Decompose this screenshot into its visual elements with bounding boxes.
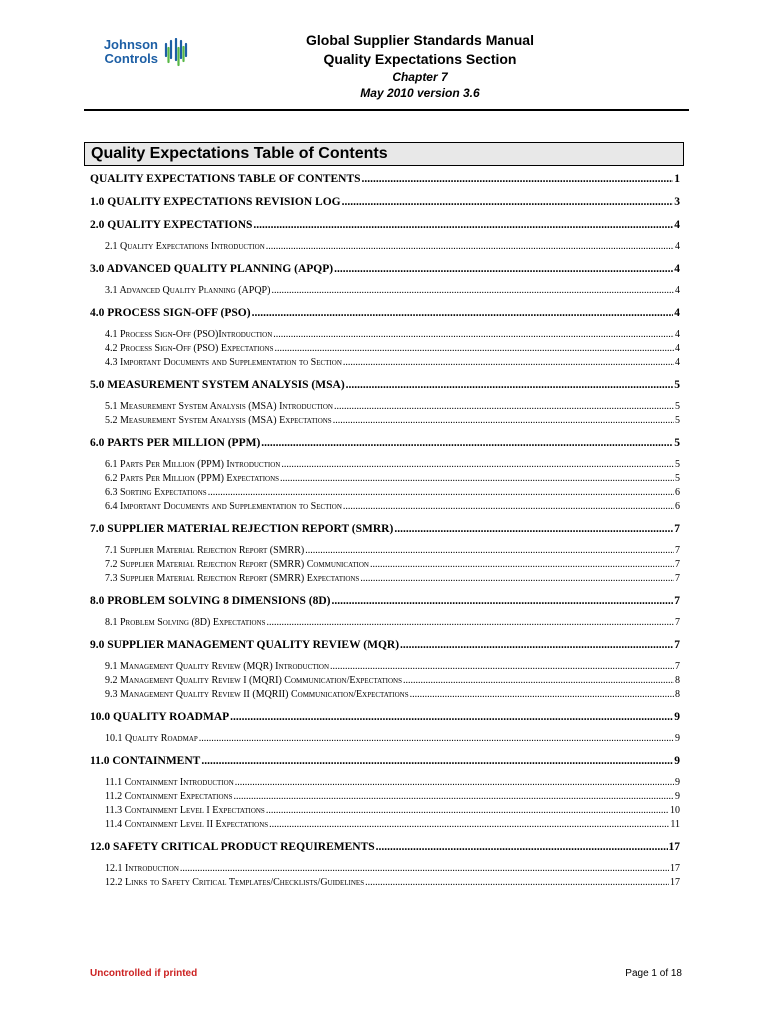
- toc-leader-dots: [269, 818, 669, 832]
- toc-page-number: 11: [670, 819, 680, 830]
- toc-entry-title: 7.2 Supplier Material Rejection Report (SMRR) Communication: [105, 559, 369, 570]
- toc-page-number: 9: [675, 733, 680, 744]
- toc-leader-dots: [266, 804, 669, 818]
- toc-heading: Quality Expectations Table of Contents: [84, 142, 684, 166]
- toc-leader-dots: [365, 876, 669, 890]
- toc-leader-dots: [343, 356, 674, 370]
- toc-page-number: 4: [675, 343, 680, 354]
- toc-page-number: 5: [675, 473, 680, 484]
- toc-entry-title: QUALITY EXPECTATIONS TABLE OF CONTENTS: [90, 173, 361, 185]
- page-number: Page 1 of 18: [625, 968, 682, 979]
- toc-leader-dots: [331, 590, 673, 613]
- toc-subsection-entry[interactable]: [90, 862, 680, 876]
- toc-page-number: 7: [675, 545, 680, 556]
- table-of-contents: [90, 168, 680, 894]
- toc-page-number: 8: [675, 675, 680, 686]
- johnson-controls-logo: [96, 38, 196, 80]
- toc-entry-title: 10.1 Quality Roadmap: [105, 733, 198, 744]
- header-divider: [84, 109, 689, 111]
- toc-subsection-entry[interactable]: [90, 414, 680, 428]
- toc-page-number: 9: [675, 777, 680, 788]
- toc-leader-dots: [362, 168, 674, 191]
- toc-leader-dots: [342, 191, 674, 214]
- toc-entry-title: 6.4 Important Documents and Supplementation to Section: [105, 501, 342, 512]
- toc-entry-title: 3.0 ADVANCED QUALITY PLANNING (APQP): [90, 263, 334, 275]
- toc-entry-title: 7.0 SUPPLIER MATERIAL REJECTION REPORT (SMRR): [90, 523, 394, 535]
- toc-subsection-entry[interactable]: [90, 328, 680, 342]
- toc-subsection-entry[interactable]: [90, 674, 680, 688]
- toc-section-entry[interactable]: [90, 706, 680, 729]
- toc-leader-dots: [271, 284, 674, 298]
- toc-section-entry[interactable]: [90, 191, 680, 214]
- toc-leader-dots: [253, 214, 673, 237]
- toc-entry-title: 2.0 QUALITY EXPECTATIONS: [90, 219, 253, 231]
- toc-entry-title: 12.1 Introduction: [105, 863, 179, 874]
- toc-subsection-entry[interactable]: [90, 876, 680, 890]
- toc-subsection-entry[interactable]: [90, 458, 680, 472]
- toc-leader-dots: [273, 328, 674, 342]
- toc-page-number: 3: [674, 196, 680, 208]
- toc-entry-title: 3.1 Advanced Quality Planning (APQP): [105, 285, 271, 296]
- toc-page-number: 5: [675, 459, 680, 470]
- toc-page-number: 4: [674, 307, 680, 319]
- toc-entry-title: 9.1 Management Quality Review (MQR) Introduction: [105, 661, 330, 672]
- toc-section-entry[interactable]: [90, 302, 680, 325]
- toc-subsection-entry[interactable]: [90, 486, 680, 500]
- toc-leader-dots: [234, 790, 674, 804]
- toc-leader-dots: [394, 518, 673, 541]
- toc-leader-dots: [360, 572, 674, 586]
- toc-page-number: 17: [670, 863, 680, 874]
- toc-leader-dots: [410, 688, 674, 702]
- chapter-label: Chapter 7: [392, 70, 448, 84]
- manual-title: Global Supplier Standards Manual: [306, 32, 534, 48]
- toc-page-number: 5: [674, 379, 680, 391]
- logo-emblem-icon: [162, 38, 190, 68]
- toc-entry-title: 10.0 QUALITY ROADMAP: [90, 711, 230, 723]
- document-header: [240, 31, 600, 101]
- toc-entry-title: 6.0 PARTS PER MILLION (PPM): [90, 437, 261, 449]
- toc-section-entry[interactable]: [90, 836, 680, 859]
- toc-section-entry[interactable]: [90, 168, 680, 191]
- toc-leader-dots: [201, 750, 673, 773]
- toc-subsection-entry[interactable]: [90, 660, 680, 674]
- toc-entry-title: 9.2 Management Quality Review I (MQRI) Communication/Expectations: [105, 675, 402, 686]
- toc-page-number: 10: [670, 805, 680, 816]
- toc-entry-title: 11.2 Containment Expectations: [105, 791, 233, 802]
- section-title: Quality Expectations Section: [323, 51, 517, 67]
- toc-leader-dots: [208, 486, 674, 500]
- logo-line-2: Controls: [104, 51, 158, 66]
- toc-leader-dots: [261, 432, 673, 455]
- toc-subsection-entry[interactable]: [90, 544, 680, 558]
- toc-subsection-entry[interactable]: [90, 572, 680, 586]
- toc-entry-title: 12.0 SAFETY CRITICAL PRODUCT REQUIREMENTS: [90, 841, 375, 853]
- toc-entry-title: 9.3 Management Quality Review II (MQRII) Communication/Expectations: [105, 689, 409, 700]
- toc-leader-dots: [370, 558, 674, 572]
- toc-page-number: 4: [675, 285, 680, 296]
- toc-page-number: 17: [670, 877, 680, 888]
- toc-section-entry[interactable]: [90, 374, 680, 397]
- toc-subsection-entry[interactable]: [90, 558, 680, 572]
- toc-page-number: 17: [668, 841, 680, 853]
- toc-page-number: 9: [674, 711, 680, 723]
- toc-leader-dots: [274, 342, 674, 356]
- toc-leader-dots: [403, 674, 674, 688]
- toc-leader-dots: [334, 400, 674, 414]
- toc-leader-dots: [334, 258, 673, 281]
- toc-leader-dots: [199, 732, 674, 746]
- toc-entry-title: 4.3 Important Documents and Supplementation to Section: [105, 357, 342, 368]
- toc-entry-title: 4.1 Process Sign-Off (PSO)Introduction: [105, 329, 273, 340]
- toc-page-number: 7: [675, 559, 680, 570]
- toc-subsection-entry[interactable]: [90, 400, 680, 414]
- toc-entry-title: 5.1 Measurement System Analysis (MSA) Introduction: [105, 401, 333, 412]
- toc-leader-dots: [235, 776, 674, 790]
- toc-leader-dots: [333, 414, 674, 428]
- toc-entry-title: 11.3 Containment Level I Expectations: [105, 805, 265, 816]
- toc-page-number: 4: [675, 329, 680, 340]
- toc-entry-title: 6.1 Parts Per Million (PPM) Introduction: [105, 459, 281, 470]
- toc-subsection-entry[interactable]: [90, 342, 680, 356]
- toc-section-entry[interactable]: [90, 214, 680, 237]
- toc-leader-dots: [281, 458, 674, 472]
- toc-entry-title: 6.2 Parts Per Million (PPM) Expectations: [105, 473, 280, 484]
- toc-page-number: 7: [674, 639, 680, 651]
- toc-entry-title: 2.1 Quality Expectations Introduction: [105, 241, 265, 252]
- toc-subsection-entry[interactable]: [90, 790, 680, 804]
- toc-page-number: 8: [675, 689, 680, 700]
- toc-page-number: 6: [675, 487, 680, 498]
- toc-page-number: 9: [675, 791, 680, 802]
- toc-subsection-entry[interactable]: [90, 500, 680, 514]
- toc-subsection-entry[interactable]: [90, 732, 680, 746]
- toc-leader-dots: [230, 706, 673, 729]
- toc-entry-title: 1.0 QUALITY EXPECTATIONS REVISION LOG: [90, 196, 341, 208]
- toc-entry-title: 11.1 Containment Introduction: [105, 777, 234, 788]
- toc-leader-dots: [376, 836, 668, 859]
- toc-page-number: 7: [674, 523, 680, 535]
- toc-page-number: 4: [675, 241, 680, 252]
- toc-section-entry[interactable]: [90, 258, 680, 281]
- toc-leader-dots: [400, 634, 673, 657]
- logo-wordmark: [96, 38, 158, 66]
- uncontrolled-notice: Uncontrolled if printed: [90, 968, 198, 979]
- toc-subsection-entry[interactable]: [90, 804, 680, 818]
- toc-page-number: 5: [675, 415, 680, 426]
- toc-entry-title: 7.1 Supplier Material Rejection Report (SMRR): [105, 545, 305, 556]
- toc-subsection-entry[interactable]: [90, 240, 680, 254]
- toc-entry-title: 8.0 PROBLEM SOLVING 8 DIMENSIONS (8D): [90, 595, 331, 607]
- toc-entry-title: 5.0 MEASUREMENT SYSTEM ANALYSIS (MSA): [90, 379, 345, 391]
- toc-subsection-entry[interactable]: [90, 284, 680, 298]
- toc-subsection-entry[interactable]: [90, 472, 680, 486]
- toc-page-number: 7: [675, 573, 680, 584]
- toc-page-number: 7: [674, 595, 680, 607]
- logo-line-1: Johnson: [103, 37, 158, 52]
- toc-page-number: 4: [675, 357, 680, 368]
- toc-subsection-entry[interactable]: [90, 616, 680, 630]
- toc-leader-dots: [343, 500, 674, 514]
- toc-page-number: 4: [674, 263, 680, 275]
- toc-page-number: 5: [675, 401, 680, 412]
- toc-page-number: 6: [675, 501, 680, 512]
- toc-entry-title: 11.0 CONTAINMENT: [90, 755, 201, 767]
- toc-leader-dots: [305, 544, 674, 558]
- toc-leader-dots: [180, 862, 669, 876]
- toc-page-number: 9: [674, 755, 680, 767]
- toc-entry-title: 9.0 SUPPLIER MANAGEMENT QUALITY REVIEW (MQR): [90, 639, 400, 651]
- toc-section-entry[interactable]: [90, 518, 680, 541]
- toc-page-number: 7: [675, 661, 680, 672]
- toc-page-number: 5: [674, 437, 680, 449]
- toc-page-number: 4: [674, 219, 680, 231]
- toc-subsection-entry[interactable]: [90, 356, 680, 370]
- toc-leader-dots: [252, 302, 674, 325]
- toc-entry-title: 8.1 Problem Solving (8D) Expectations: [105, 617, 266, 628]
- toc-entry-title: 12.2 Links to Safety Critical Templates/Checklists/Guidelines: [105, 877, 365, 888]
- toc-leader-dots: [346, 374, 674, 397]
- version-label: May 2010 version 3.6: [360, 86, 480, 100]
- toc-section-entry[interactable]: [90, 590, 680, 613]
- toc-section-entry[interactable]: [90, 634, 680, 657]
- toc-entry-title: 11.4 Containment Level II Expectations: [105, 819, 269, 830]
- toc-section-entry[interactable]: [90, 750, 680, 773]
- toc-leader-dots: [266, 616, 674, 630]
- toc-leader-dots: [330, 660, 674, 674]
- toc-page-number: 1: [674, 173, 680, 185]
- toc-page-number: 7: [675, 617, 680, 628]
- toc-subsection-entry[interactable]: [90, 776, 680, 790]
- toc-leader-dots: [280, 472, 674, 486]
- toc-subsection-entry[interactable]: [90, 818, 680, 832]
- toc-leader-dots: [266, 240, 674, 254]
- toc-entry-title: 7.3 Supplier Material Rejection Report (SMRR) Expectations: [105, 573, 360, 584]
- toc-entry-title: 4.0 PROCESS SIGN-OFF (PSO): [90, 307, 251, 319]
- toc-subsection-entry[interactable]: [90, 688, 680, 702]
- toc-entry-title: 5.2 Measurement System Analysis (MSA) Expectations: [105, 415, 332, 426]
- toc-entry-title: 6.3 Sorting Expectations: [105, 487, 207, 498]
- toc-section-entry[interactable]: [90, 432, 680, 455]
- toc-entry-title: 4.2 Process Sign-Off (PSO) Expectations: [105, 343, 274, 354]
